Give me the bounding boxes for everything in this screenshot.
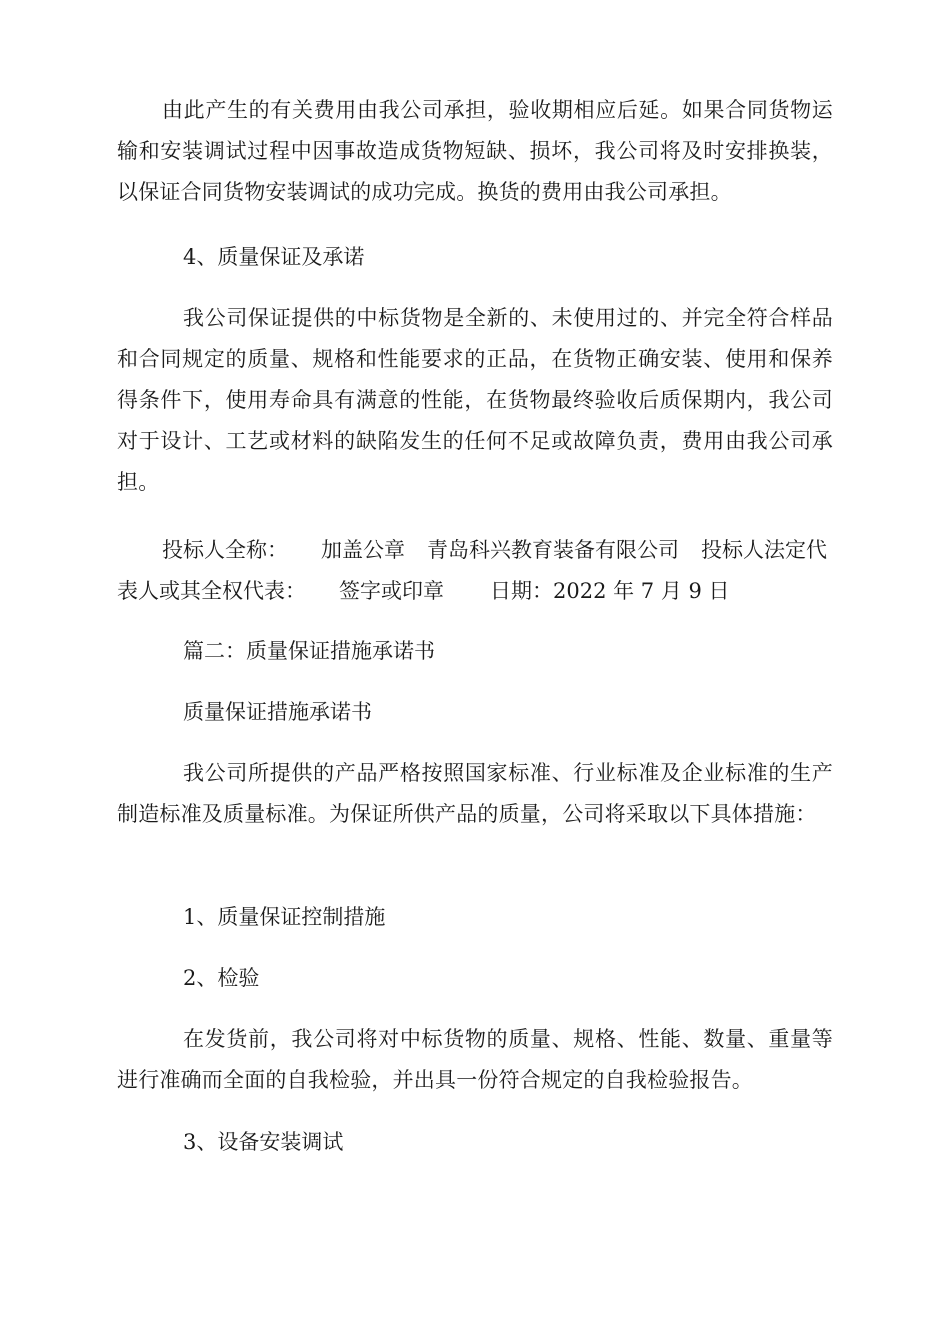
section-heading-quality-control: 1、质量保证控制措施 [183,905,386,929]
signature-block [117,530,833,612]
paragraph-quality-promise: 我公司保证提供的中标货物是全新的、未使用过的、并完全符合样品和合同规定的质量、规格和性能要求的正品，在货物正确安装、使用和保养得条件下，使用寿命具有满意的性能，在货物最终验收后质保期内，我公司对于设计、工艺或材料的缺陷发生的任何不足或故障负责，费用由我公司承担。 [117,306,833,494]
section-heading-inspection: 2、检验 [183,966,260,990]
date-label: 日期：2022 年 7 月 9 日 [490,579,730,603]
document-title: 质量保证措施承诺书 [183,700,372,724]
section-heading-installation: 3、设备安装调试 [183,1130,344,1154]
section-heading-quality-guarantee: 4、质量保证及承诺 [183,245,365,269]
paragraph-cost-responsibility: 由此产生的有关费用由我公司承担，验收期相应后延。如果合同货物运输和安装调试过程中因事故造成货物短缺、损坏，我公司将及时安排换装，以保证合同货物安装调试的成功完成。换货的费用由我公司承担。 [117,98,833,204]
paragraph-standards: 我公司所提供的产品严格按照国家标准、行业标准及企业标准的生产制造标准及质量标准。为保证所供产品的质量，公司将采取以下具体措施： [117,761,833,826]
bidder-label: 投标人全称： [162,538,288,562]
sign-note: 签字或印章 [339,579,444,603]
company-name: 青岛科兴教育装备有限公司 [427,538,679,562]
seal-note: 加盖公章 [321,538,405,562]
representative-label: 投标人法定代表人或其全权代表： [117,538,827,603]
chapter-title-part-two: 篇二：质量保证措施承诺书 [183,639,435,663]
paragraph-inspection: 在发货前，我公司将对中标货物的质量、规格、性能、数量、重量等进行准确而全面的自我检验，并出具一份符合规定的自我检验报告。 [117,1027,833,1092]
